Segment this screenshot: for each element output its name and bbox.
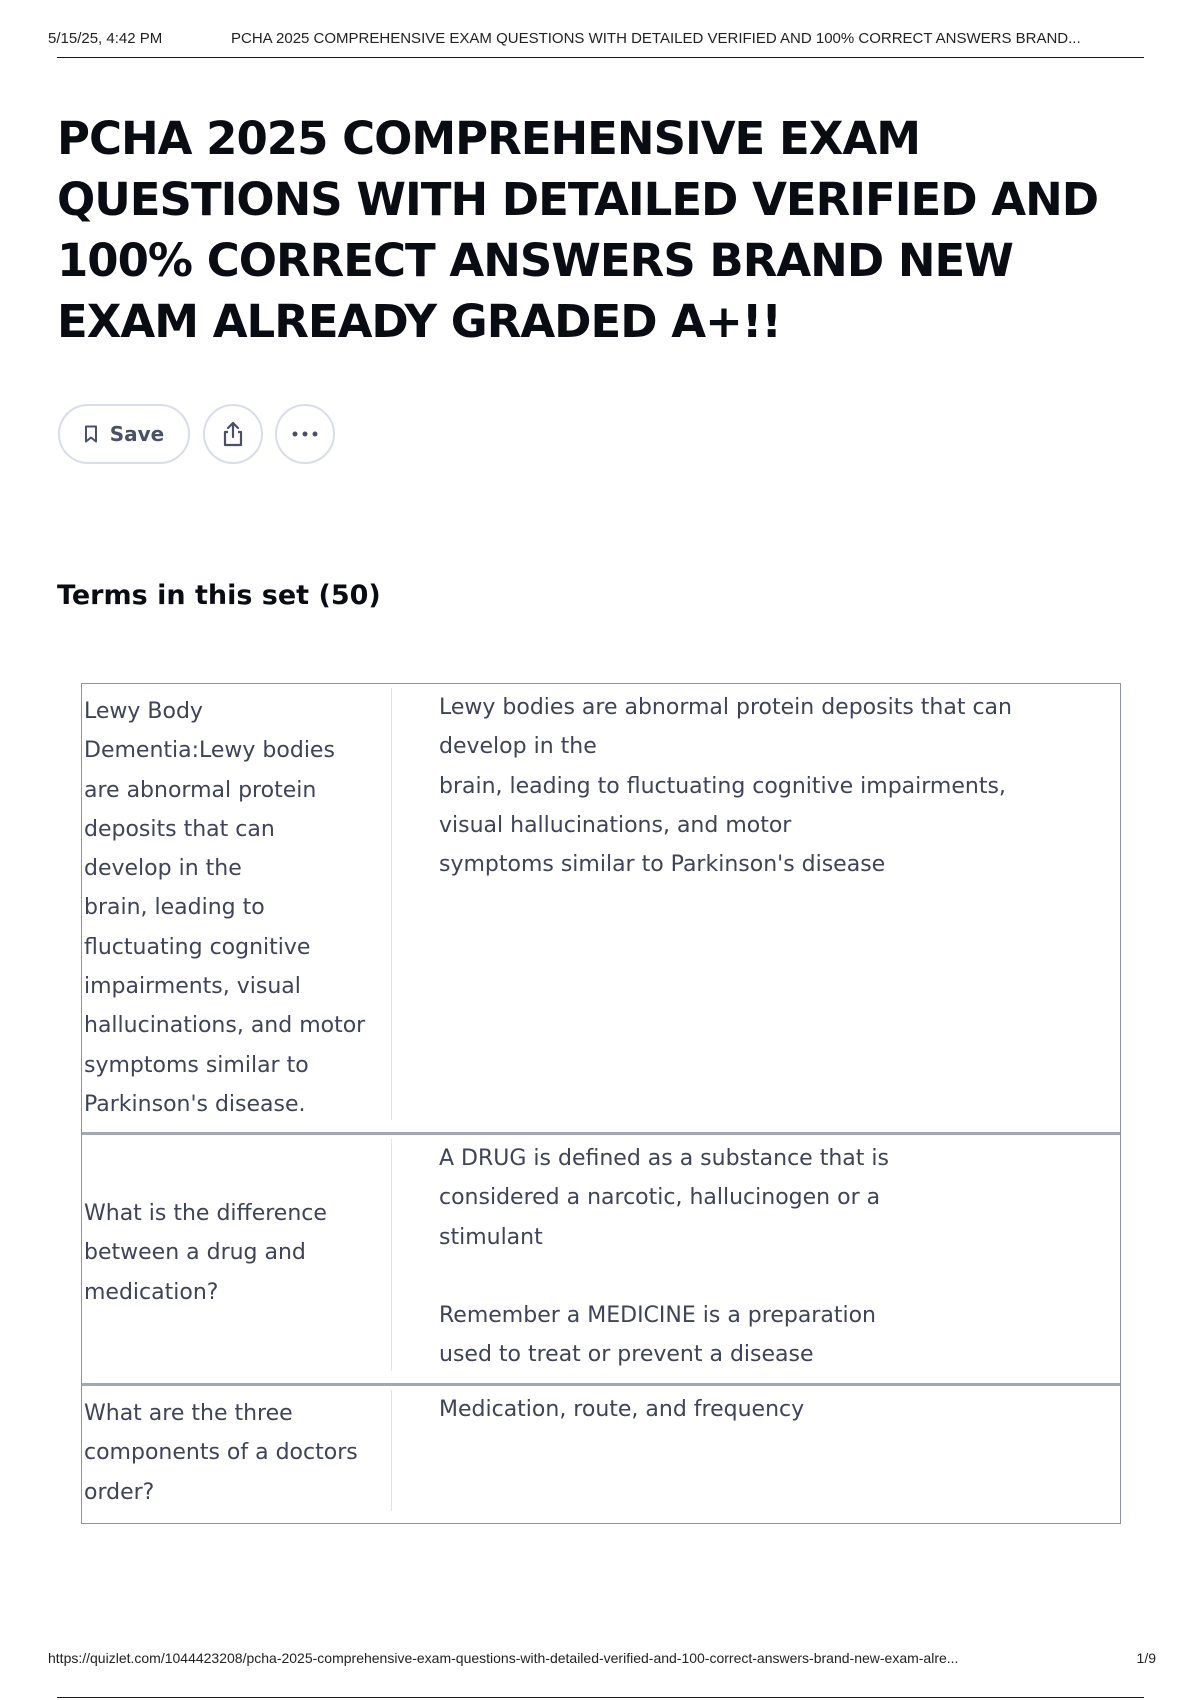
definition-text: A DRUG is defined as a substance that is considered a narcotic, hallucinogen or a stimulant Remember a MEDICINE is a preparation used to treat or prevent a disease <box>439 1146 889 1368</box>
share-button[interactable] <box>203 404 263 464</box>
save-label: Save <box>109 422 165 446</box>
page-title: PCHA 2025 COMPREHENSIVE EXAM QUESTIONS WITH DETAILED VERIFIED AND 100% CORRECT ANSWERS BRAND NEW EXAM ALREADY GRADED A+!! <box>57 112 1099 348</box>
print-datetime: 5/15/25, 4:42 PM <box>48 30 163 47</box>
term-text: What is the difference between a drug and medication? <box>82 1139 392 1371</box>
definition-text: Lewy bodies are abnormal protein deposits that can develop in the brain, leading to fluctuating cognitive impairments, visual hallucinations, and motor symptoms similar to Parkinson's disease <box>439 695 1012 878</box>
action-bar <box>58 404 347 464</box>
definition-text: Medication, route, and frequency <box>439 1397 805 1422</box>
term-row <box>82 1383 1120 1523</box>
print-header <box>48 30 1148 47</box>
term-row <box>82 684 1120 1132</box>
page-url: https://quizlet.com/1044423208/pcha-2025-comprehensive-exam-questions-with-detailed-verified-and-100-correct-answers-brand-new-exam-alre... <box>48 1650 959 1666</box>
print-footer <box>48 1650 1156 1666</box>
term-row <box>82 1132 1120 1383</box>
terms-table <box>81 683 1121 1524</box>
more-options-button[interactable] <box>275 404 335 464</box>
page-number: 1/9 <box>1136 1650 1156 1666</box>
footer-divider <box>57 1697 1144 1698</box>
print-document-title: PCHA 2025 COMPREHENSIVE EXAM QUESTIONS WITH DETAILED VERIFIED AND 100% CORRECT ANSWERS BRAND... <box>231 30 1081 47</box>
more-icon <box>291 430 319 438</box>
header-divider <box>57 57 1144 58</box>
bookmark-icon <box>84 425 98 443</box>
save-button[interactable] <box>58 404 190 464</box>
share-icon <box>220 420 246 448</box>
term-text: What are the three components of a doctors order? <box>82 1390 392 1511</box>
term-text: Lewy Body Dementia:Lewy bodies are abnormal protein deposits that can develop in the brain, leading to fluctuating cognitive impairments, visual hallucinations, and motor symptoms similar to Parkinson's disease. <box>82 688 392 1120</box>
terms-heading: Terms in this set (50) <box>57 580 381 611</box>
